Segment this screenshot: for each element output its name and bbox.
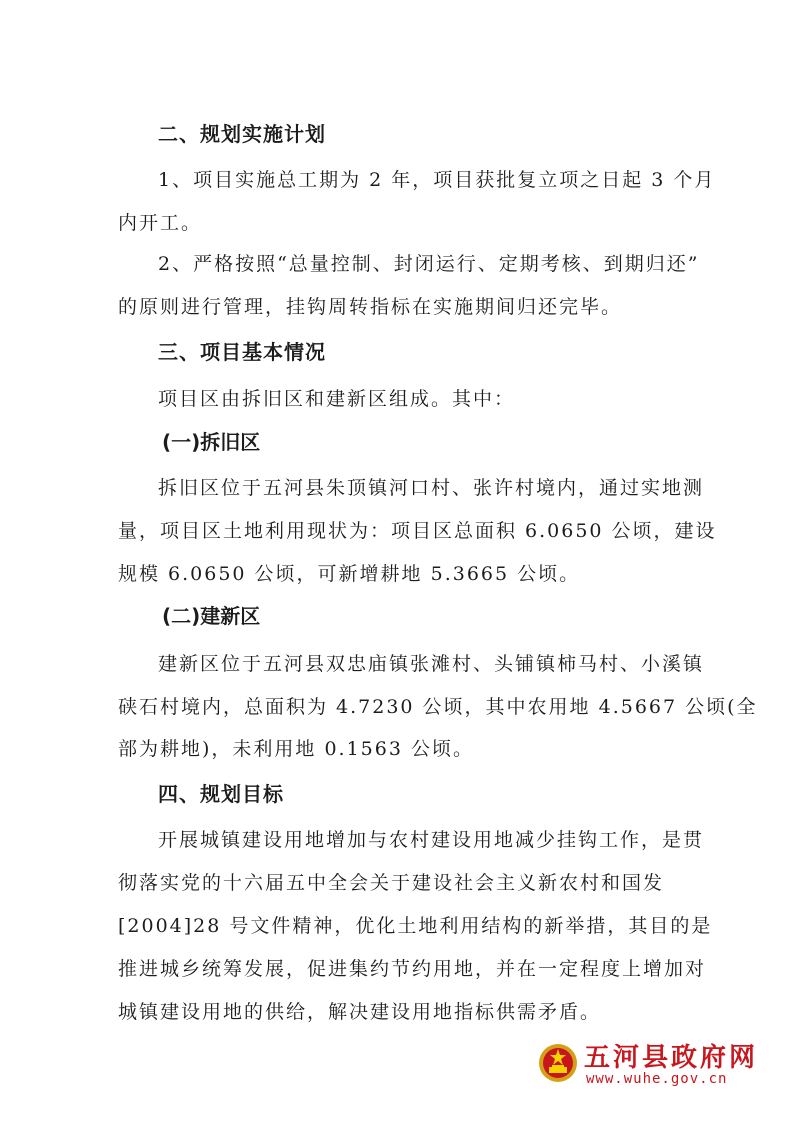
s4-line1: 开展城镇建设用地增加与农村建设用地减少挂钩工作，是贯 <box>158 829 705 851</box>
s2-p1-line1: 1、项目实施总工期为 2 年，项目获批复立项之日起 3 个月 <box>158 169 716 191</box>
section-3-title: 三、项目基本情况 <box>158 340 326 364</box>
s3-sub2-title: (二)建新区 <box>162 604 261 628</box>
s3-sub1-line1: 拆旧区位于五河县朱顶镇河口村、张许村境内，通过实地测 <box>158 477 705 499</box>
s3-sub2-line2: 硖石村境内，总面积为 4.7230 公顷，其中农用地 4.5667 公顷(全 <box>118 696 758 718</box>
s3-sub1-title: (一)拆旧区 <box>162 430 261 454</box>
s3-sub1-line3: 规模 6.0650 公顷，可新增耕地 5.3665 公顷。 <box>118 563 581 585</box>
s3-intro: 项目区由拆旧区和建新区组成。其中： <box>158 388 516 410</box>
national-emblem-icon <box>538 1043 578 1083</box>
watermark-url: www.wuhe.gov.cn <box>586 1071 728 1087</box>
watermark-title: 五河县政府网 <box>584 1043 759 1073</box>
s4-line2: 彻落实党的十六届五中全会关于建设社会主义新农村和国发 <box>118 872 665 894</box>
s3-sub2-line1: 建新区位于五河县双忠庙镇张滩村、头铺镇柿马村、小溪镇 <box>158 653 705 675</box>
site-watermark <box>538 1035 768 1095</box>
s4-line4: 推进城乡统筹发展，促进集约节约用地，并在一定程度上增加对 <box>118 958 707 980</box>
s3-sub2-line3: 部为耕地)，未利用地 0.1563 公顷。 <box>118 738 474 760</box>
s3-sub1-line2: 量，项目区土地利用现状为：项目区总面积 6.0650 公顷，建设 <box>118 520 717 542</box>
s2-p1-line2: 内开工。 <box>118 212 203 234</box>
section-2-title: 二、规划实施计划 <box>158 122 326 146</box>
s2-p2-line2: 的原则进行管理，挂钩周转指标在实施期间归还完毕。 <box>118 296 623 318</box>
s2-p2-line1: 2、严格按照“总量控制、封闭运行、定期考核、到期归还” <box>158 253 700 275</box>
s4-line3: [2004]28 号文件精神，优化土地利用结构的新举措，其目的是 <box>118 915 713 937</box>
section-4-title: 四、规划目标 <box>158 782 284 806</box>
s4-line5: 城镇建设用地的供给，解决建设用地指标供需矛盾。 <box>118 1001 602 1023</box>
